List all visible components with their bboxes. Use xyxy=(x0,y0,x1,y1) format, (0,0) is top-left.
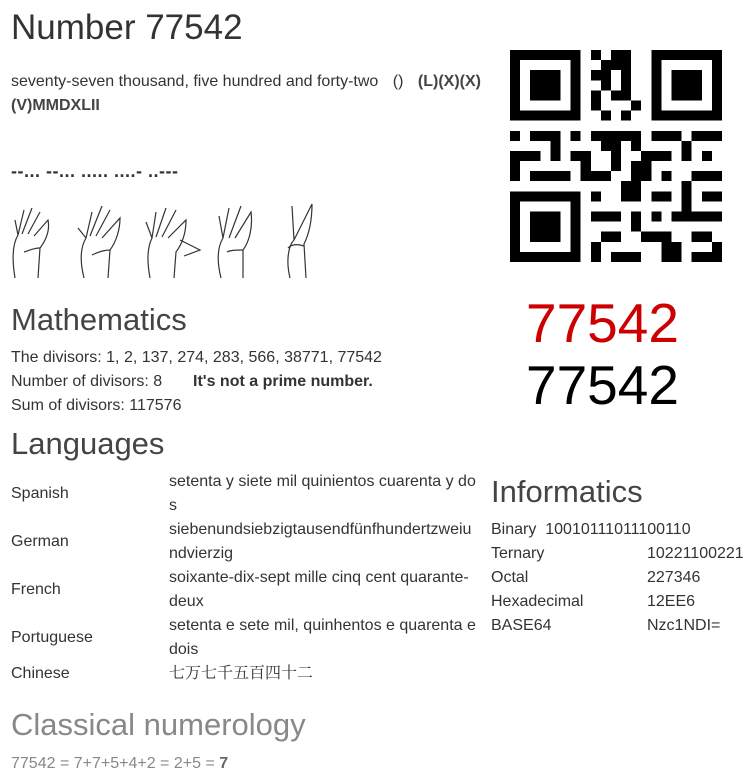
qr-code-image xyxy=(510,50,722,262)
divisors-line xyxy=(11,346,382,370)
number-display-black: 77542 xyxy=(526,354,679,416)
prime-status xyxy=(193,370,373,394)
hand-signs xyxy=(10,200,330,282)
number-display-red: 77542 xyxy=(526,292,679,354)
language-row-portuguese xyxy=(11,614,476,662)
informatics-row-ternary-value: 10221100221 xyxy=(647,545,744,562)
language-name: Spanish xyxy=(11,485,69,502)
language-name: German xyxy=(11,533,69,550)
language-value: soixante-dix-sept mille cinq cent quarante-deux xyxy=(169,569,469,610)
num-divisors-value: 8 xyxy=(153,373,163,390)
informatics-row-ternary-name: Ternary xyxy=(491,545,545,562)
num-divisors-label: Number of divisors: xyxy=(11,373,149,390)
language-value: siebenundsiebzigtausendfünfhundertzweiundvierzig xyxy=(169,521,472,562)
informatics-row-binary xyxy=(491,518,691,542)
classical-numerology-heading: Classical numerology xyxy=(11,707,306,742)
informatics-value: 10010111011100110 xyxy=(545,521,691,538)
informatics-heading: Informatics xyxy=(491,474,643,509)
hand-icon-2 xyxy=(288,204,312,278)
sum-divisors-value: 117576 xyxy=(129,397,182,414)
roman-numeral: (L)(X)(X)(V)MMDXLII xyxy=(11,73,481,114)
divisors-value: 1, 2, 137, 274, 283, 566, 38771, 77542 xyxy=(106,349,382,366)
language-value: 七万七千五百四十二 xyxy=(169,665,314,682)
prime-status-text: It's not a prime number. xyxy=(193,373,373,390)
mathematics-heading: Mathematics xyxy=(11,302,187,337)
languages-heading: Languages xyxy=(11,426,165,461)
sum-divisors-line xyxy=(11,394,181,418)
hand-icon-7b xyxy=(78,206,120,278)
divisors-label: The divisors: xyxy=(11,349,102,366)
language-name: Chinese xyxy=(11,665,70,682)
language-row-french xyxy=(11,566,476,614)
language-value: setenta e sete mil, quinhentos e quarenta e dois xyxy=(169,617,476,658)
hand-icon-5 xyxy=(146,208,200,278)
informatics-row-base64-value: Nzc1NDI= xyxy=(647,617,721,634)
informatics-name: Binary xyxy=(491,521,537,538)
language-value: setenta y siete mil quinientos cuarenta y dos xyxy=(169,473,476,514)
language-row-chinese xyxy=(11,662,476,686)
informatics-row-base64-name: BASE64 xyxy=(491,617,552,634)
numerology-equation: 77542 = 7+7+5+4+2 = 2+5 = xyxy=(11,755,215,772)
number-words-block xyxy=(11,70,481,118)
num-divisors-line xyxy=(11,370,162,394)
informatics-row-octal-value: 227346 xyxy=(647,569,701,586)
parens: () xyxy=(392,73,404,90)
classical-numerology-line xyxy=(11,752,228,776)
hand-icon-4 xyxy=(218,206,251,278)
language-row-german xyxy=(11,518,476,566)
language-name: French xyxy=(11,581,61,598)
informatics-row-octal-name: Octal xyxy=(491,569,529,586)
hand-icon-7a xyxy=(13,208,48,278)
sum-divisors-label: Sum of divisors: xyxy=(11,397,125,414)
informatics-row-hex-value: 12EE6 xyxy=(647,593,696,610)
informatics-row-hex-name: Hexadecimal xyxy=(491,593,584,610)
morse-code: --... --... ..... ....- ..--- xyxy=(11,161,179,181)
language-name: Portuguese xyxy=(11,629,93,646)
languages-table xyxy=(11,470,476,686)
numerology-result: 7 xyxy=(219,755,229,772)
page-title: Number 77542 xyxy=(11,8,243,47)
number-in-words: seventy-seven thousand, five hundred and forty-two xyxy=(11,73,379,90)
language-row-spanish xyxy=(11,470,476,518)
